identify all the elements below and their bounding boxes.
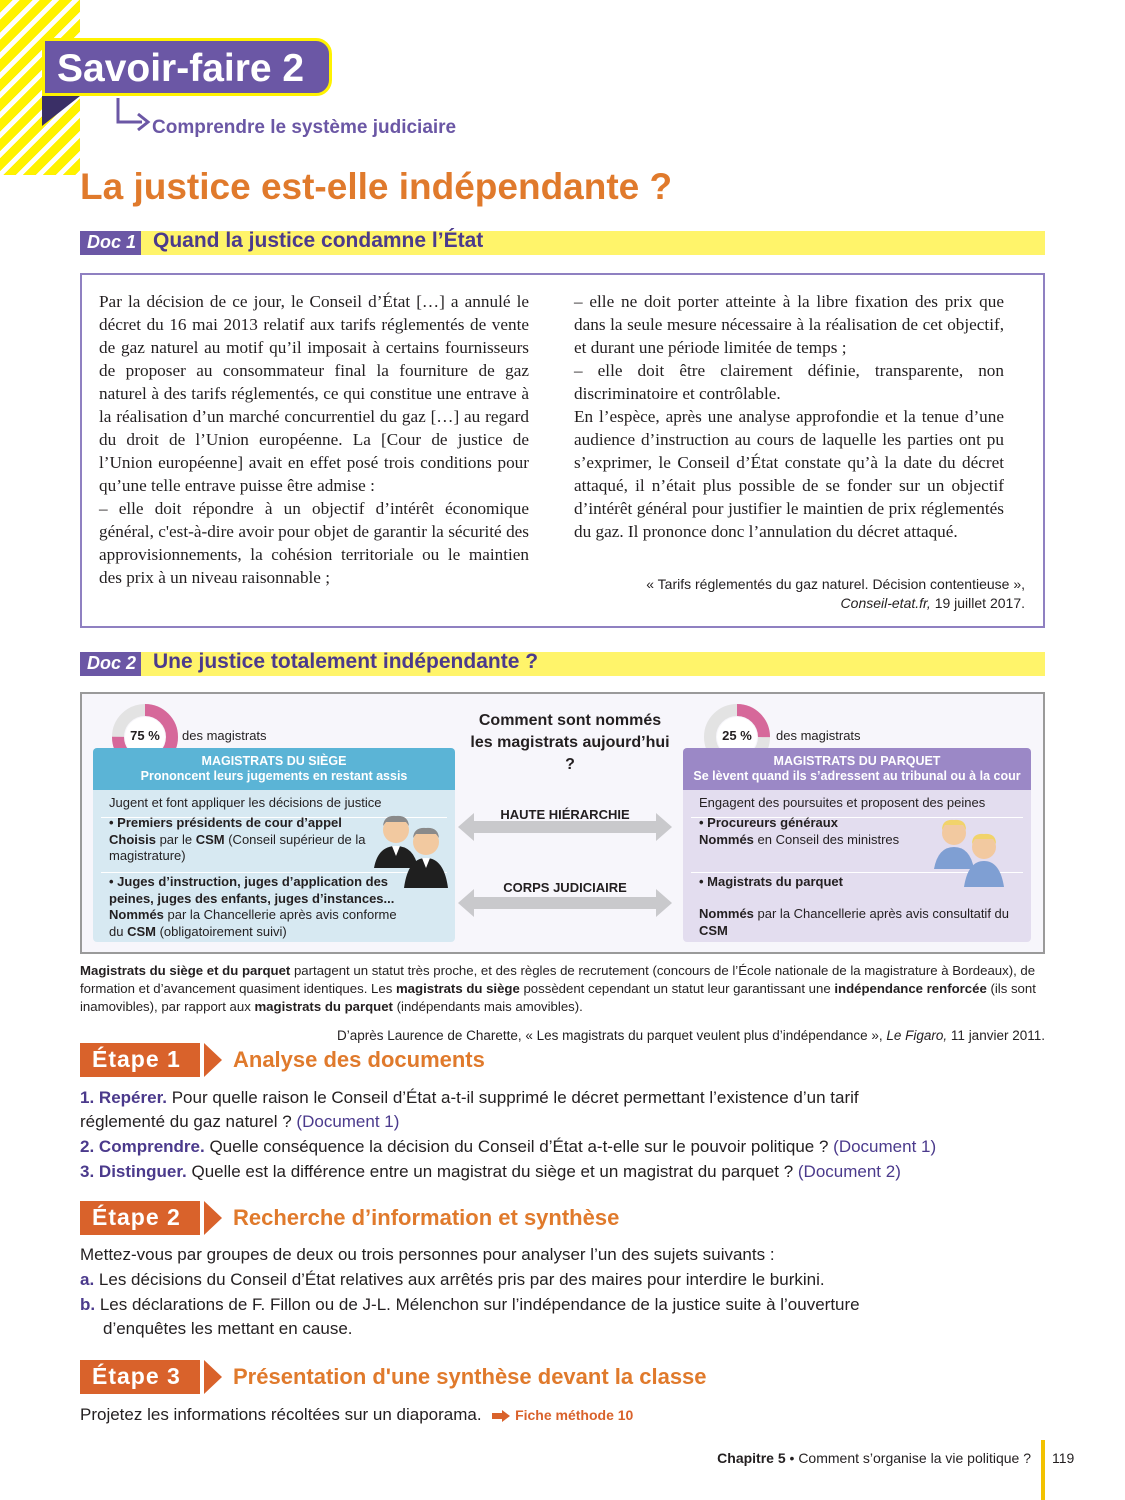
question-text: Quelle est la différence entre un magistrat du siège et un magistrat du parquet ? [186, 1162, 798, 1181]
caption-bold: magistrats du siège [395, 981, 520, 996]
item-text: Les déclarations de F. Fillon ou de J-L. Mélenchon sur l’indépendance de la justice suite à l’ouverture d’enquêtes les mettant en cause. [99, 1295, 860, 1338]
question-number: 1. [80, 1088, 95, 1107]
doc1-source-site: Conseil-etat.fr, [840, 595, 931, 611]
caption-text: possèdent cependant un statut leur garantissant une [519, 981, 835, 996]
doc1-paragraph: – elle doit être clairement définie, transparente, non discriminatoire et contrôlable. [574, 361, 1004, 403]
parquet-panel-header [683, 748, 1031, 790]
fiche-methode-link[interactable]: Fiche méthode 10 [515, 1407, 634, 1423]
parquet-percent-label: des magistrats [776, 728, 861, 743]
parquet-section-2-detail [699, 906, 1019, 939]
etape2-item-b [80, 1293, 920, 1341]
siege-s1-csm: CSM [195, 831, 225, 847]
siege-s1-text: par le [155, 831, 196, 847]
question-keyword: Comprendre. [98, 1137, 205, 1156]
question-text: Pour quelle raison le Conseil d’État a-t-il supprimé le décret permettant l’existence d’un tarif réglementé du gaz naturel ? [80, 1088, 859, 1131]
doc2-tag: Doc 2 [80, 652, 141, 676]
doc2-source [337, 1028, 1045, 1043]
arrow-label-haute-hierarchie: HAUTE HIÉRARCHIE [500, 807, 630, 822]
doc1-source-date: 19 juillet 2017. [930, 595, 1025, 611]
doc1-left-column [99, 290, 529, 589]
parquet-s1-verb: Nommés [699, 831, 754, 847]
item-letter: b. [80, 1295, 96, 1314]
doc2-header [80, 652, 1045, 676]
siege-panel-header [93, 748, 455, 790]
footer-divider [1041, 1440, 1045, 1500]
siege-s2-text2: (obligatoirement suivi) [155, 923, 287, 939]
doc1-paragraph: – elle ne doit porter atteinte à la libre fixation des prix que dans la seule mesure nécessaire à la réalisation de cet objectif, et durant une période limitée de temps ; [574, 292, 1004, 357]
doc1-title: Quand la justice condamne l’État [153, 229, 484, 252]
siege-s2-text: par la Chancellerie après avis conforme du [109, 907, 397, 939]
parquet-s2-csm: CSM [699, 922, 728, 938]
etape3-title: Présentation d'une synthèse devant la classe [233, 1364, 707, 1389]
parquet-s1-text: en Conseil des ministres [753, 831, 900, 847]
prosecutors-illustration-icon [930, 815, 1010, 890]
question-number: 2. [80, 1137, 95, 1156]
etape2-tag: Étape 2 [80, 1201, 200, 1235]
parquet-s1-heading: • Procureurs généraux [699, 815, 838, 830]
parquet-section-1 [699, 815, 919, 848]
parquet-panel-title: MAGISTRATS DU PARQUET [773, 754, 941, 768]
parquet-percent: 25 % [722, 728, 752, 743]
doc2-caption [80, 962, 1045, 1016]
badge-fold [42, 96, 80, 126]
etape1-tag: Étape 1 [80, 1043, 200, 1077]
siege-s2-verb: Nommés [109, 907, 164, 922]
doc2-title: Une justice totalement indépendante ? [153, 650, 539, 673]
caption-text: partagent un statut très proche, et des règles de recrutement (concours de l’École nationale de la magistrature à Bordeaux), de formation et d’avancement quasiment identiques. Les [80, 963, 1036, 996]
parquet-s2-heading: • Magistrats du parquet [699, 874, 843, 889]
question-keyword: Distinguer. [98, 1162, 187, 1181]
etape2-intro: Mettez-vous par groupes de deux ou trois personnes pour analyser l’un des sujets suivants : [80, 1245, 775, 1264]
arrow-icon [112, 98, 152, 134]
chevron-right-icon [202, 1043, 224, 1077]
chevron-right-icon [202, 1360, 224, 1394]
siege-intro: Jugent et font appliquer les décisions de justice [109, 795, 382, 810]
footer-chapter-title: • Comment s’organise la vie politique ? [785, 1450, 1031, 1466]
doc2-source-date: 11 janvier 2011. [947, 1028, 1045, 1043]
etape3-tag: Étape 3 [80, 1360, 200, 1394]
doc1-source [646, 575, 1025, 613]
doc1-right-column [574, 290, 1004, 543]
question-1 [80, 1086, 930, 1134]
question-number: 3. [80, 1162, 95, 1181]
etape1-title: Analyse des documents [233, 1047, 485, 1072]
doc1-paragraph: Par la décision de ce jour, le Conseil d’État […] a annulé le décret du 16 mai 2013 relatif aux tarifs réglementés de vente de gaz naturel au motif qu’il imposait à certains fournisseurs de proposer au consommateur final la fourniture de gaz naturel à des tarifs réglementés, ce qui constitue une entrave à la réalisation d’un marché concurrentiel du gaz […] au regard du droit de l’Union européenne. La [Cour de justice de l’Union européenne] avait en effet posé trois conditions pour qu’une telle entrave puisse être admise : [99, 292, 529, 495]
parquet-intro: Engagent des poursuites et proposent des peines [699, 795, 986, 810]
siege-panel-subtitle: Prononcent leurs jugements en restant assis [140, 769, 408, 783]
siege-s1-verb: Choisis [109, 831, 156, 847]
etape3-text [80, 1403, 1045, 1427]
question-ref: (Document 2) [797, 1162, 901, 1181]
item-letter: a. [80, 1270, 95, 1289]
caption-bold: magistrats du parquet [254, 999, 393, 1014]
doc2-source-publication: Le Figaro, [886, 1028, 948, 1043]
siege-percent: 75 % [130, 728, 160, 743]
footer-chapter [717, 1450, 1031, 1466]
question-3 [80, 1160, 1045, 1184]
etape2-item-a [80, 1268, 1045, 1292]
footer-chapter-number: Chapitre 5 [717, 1450, 786, 1466]
question-text: Quelle conséquence la décision du Conseil d’État a-t-elle sur le pouvoir politique ? [204, 1137, 834, 1156]
savoir-faire-badge: Savoir-faire 2 [42, 38, 332, 96]
doc2-source-text: D’après Laurence de Charette, « Les magistrats du parquet veulent plus d’indépendance », [337, 1028, 887, 1043]
question-keyword: Repérer. [98, 1088, 167, 1107]
item-text: Les décisions du Conseil d’État relatives aux arrêtés pris par des maires pour interdire le burkini. [98, 1270, 825, 1289]
caption-text: (ils sont inamovibles), par rapport aux [80, 981, 1036, 1014]
etape2-title: Recherche d’information et synthèse [233, 1205, 620, 1230]
siege-section-2 [109, 874, 409, 940]
doc1-paragraph: – elle doit répondre à un objectif d’intérêt économique général, c'est-à-dire avoir pour objet de garantir la sécurité des approvisionnements, la cohésion territoriale ou le maintien des prix à un niveau raisonnable ; [99, 499, 529, 587]
etape3-instruction: Projetez les informations récoltées sur un diaporama. [80, 1405, 482, 1424]
caption-bold: indépendance renforcée [834, 981, 987, 996]
judges-illustration-icon [370, 810, 452, 890]
page-title: La justice est-elle indépendante ? [80, 166, 673, 207]
page-number: 119 [1052, 1450, 1075, 1466]
question-ref: (Document 1) [833, 1137, 937, 1156]
chevron-right-icon [202, 1201, 224, 1235]
siege-section-1 [109, 815, 384, 865]
subtitle: Comprendre le système judiciaire [152, 117, 457, 138]
siege-percent-label: des magistrats [182, 728, 267, 743]
siege-panel-title: MAGISTRATS DU SIÈGE [201, 754, 347, 768]
parquet-s2-text: par la Chancellerie après avis consultatif du [753, 906, 1010, 921]
caption-text: (indépendants mais amovibles). [392, 999, 583, 1014]
parquet-s2-verb: Nommés [699, 906, 754, 921]
arrow-right-icon [492, 1410, 510, 1422]
arrow-label-corps-judiciaire: CORPS JUDICIAIRE [503, 880, 627, 895]
siege-s2-heading: • Juges d’instruction, juges d’application des peines, juges des enfants, juges d’instances... [109, 874, 395, 906]
doc1-source-title: « Tarifs réglementés du gaz naturel. Décision contentieuse », [646, 576, 1025, 592]
question-2 [80, 1135, 1045, 1159]
question-ref: (Document 1) [296, 1112, 400, 1131]
caption-bold: Magistrats du siège et du parquet [80, 963, 291, 978]
doc1-header [80, 231, 1045, 255]
siege-s2-csm: CSM [127, 923, 156, 939]
doc1-tag: Doc 1 [80, 231, 141, 255]
doc1-paragraph: En l’espèce, après une analyse approfondie et la tenue d’une audience d’instruction au cours de laquelle les parties ont pu s’exprimer, le Conseil d’État constate qu’à la date du décret attaqué, il n’était plus possible de se fonder sur un objectif d’intérêt général pour justifier le maintien de prix réglementés du gaz. Il prononce donc l’annulation du décret attaqué. [574, 407, 1004, 541]
siege-s1-heading: • Premiers présidents de cour d’appel [109, 815, 342, 830]
doc1-source-ref [646, 594, 1025, 613]
center-question: Comment sont nommés les magistrats aujourd’hui ? [470, 712, 670, 773]
parquet-panel-subtitle: Se lèvent quand ils s’adressent au tribunal ou à la cour [693, 769, 1021, 783]
siege-s1-text2: (Conseil supérieur de la magistrature) [109, 831, 366, 863]
